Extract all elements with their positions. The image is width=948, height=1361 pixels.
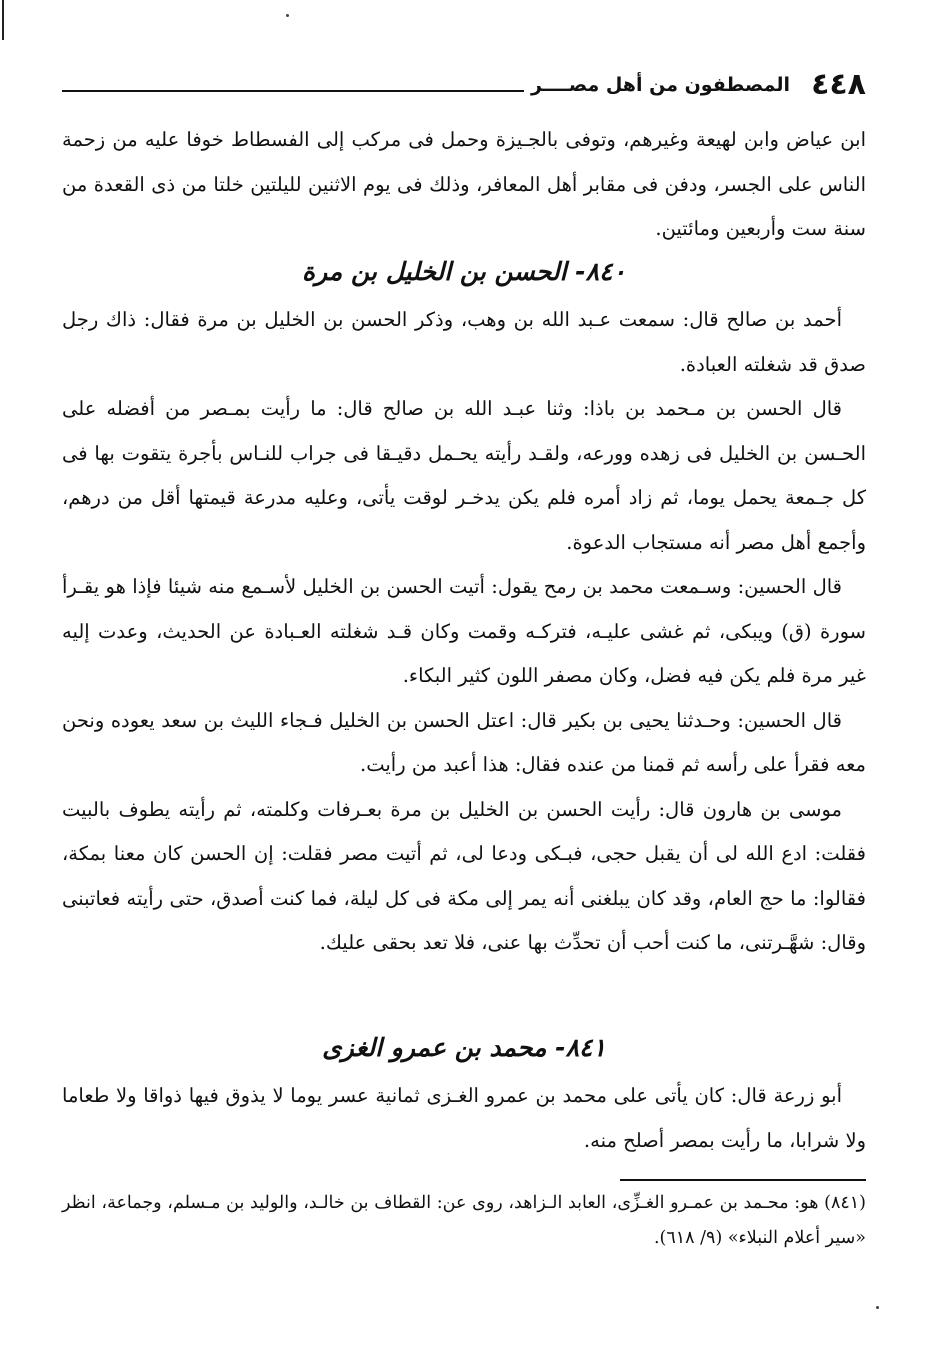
scan-speck xyxy=(286,14,289,17)
page-number: ٤٤٨ xyxy=(811,67,866,102)
entry-840-paragraph: قال الحسن بن مـحمد بن باذا: وثنا عبـد الله بن صالح قال: ما رأيت بمـصر من أفضله على الحـسن بن الخليل فى زهده وورعه، ولقـد رأيته يحـمل دقيـقا فى جراب للنـاس بأجرة يتقوت بها فى كل جـمعة يحمل يوما، ثم زاد أمره فلم يكن يدخـر لوقت يأتى، وعليه مدرعة قيمتها أقل من درهم، وأجمع أهل مصر أنه مستجاب الدعوة. xyxy=(62,397,866,554)
entry-840-body xyxy=(62,298,866,966)
scan-speck xyxy=(876,1306,879,1309)
entry-841-body xyxy=(62,1074,866,1163)
page-header xyxy=(62,66,866,104)
running-title: المصطفون من أهل مصــــر xyxy=(530,74,790,96)
entry-840-paragraph: موسى بن هارون قال: رأيت الحسن بن الخليل بن مرة بعـرفات وكلمته، ثم رأيته يطوف بالبيت فقلت: ادع الله لى أن يقبل حجى، فبـكى ودعا لى، ثم أتيت مصر فقلت: إن الحسن كان معنا بمكة، فقالوا: ما حج العام، وقد كان يبلغنى أنه يمر إلى مكة فى كل ليلة، فما كنت أصدق، حتى رأيته فعاتبنى وقال: شهَّـرتنى، ما كنت أحب أن تحدِّث بها عنى، فلا تعد بحقى عليك. xyxy=(62,797,866,954)
entry-840-paragraph: أحمد بن صالح قال: سمعت عـبد الله بن وهب، وذكر الحسن بن الخليل بن مرة فقال: ذاك رجل صدق قد شغلته العبادة. xyxy=(62,308,866,376)
intro-paragraph: ابن عياض وابن لهيعة وغيرهم، وتوفى بالجـيزة وحمل فى مركب إلى الفسطاط خوفا عليه من زحمة الناس على الجسر، ودفن فى مقابر أهل المعافر، وذلك فى يوم الاثنين لليلتين خلتا من ذى القعدة من سنة ست وأربعين ومائتين. xyxy=(62,128,866,240)
entry-840-paragraph: قال الحسين: وسـمعت محمد بن رمح يقول: أتيت الحسن بن الخليل لأسـمع منه شيئا فإذا هو يقـرأ سورة (ق) ويبكى، ثم غشى عليـه، فتركـه وقمت وكان قـد شغلته العـبادة عن الحديث، وعدت إليه غير مرة فلم يكن فيه فضل، وكان مصفر اللون كثير البكاء. xyxy=(62,575,866,687)
footnote: (٨٤١) هو: محـمد بن عمـرو الغـزِّى، العابد الـزاهد، روى عن: القطاف بن خالـد، والوليد بن مـسلم، وجماعة، انظر «سير أعلام النبلاء» (٩/ ٦١٨). xyxy=(62,1193,866,1248)
scan-edge-line xyxy=(2,0,4,40)
header-rule xyxy=(62,90,524,92)
entry-840-heading: ٨٤٠- الحسن بن الخليل بن مرة xyxy=(302,257,626,286)
entry-841-paragraph: أبو زرعة قال: كان يأتى على محمد بن عمرو الغـزى ثمانية عسر يوما لا يذوق فيها ذواقا ولا طعاما ولا شرابا، ما رأيت بمصر أصلح منه. xyxy=(62,1084,866,1152)
intro-text xyxy=(62,118,866,252)
entry-841-heading: ٨٤١- محمد بن عمرو الغزى xyxy=(322,1033,606,1062)
footnote-rule xyxy=(620,1179,866,1181)
entry-840-paragraph: قال الحسين: وحـدثنا يحيى بن بكير قال: اعتل الحسن بن الخليل فـجاء الليث بن سعد يعوده ونحن معه فقرأ على رأسه ثم قمنا من عنده فقال: هذا أعبد من رأيت. xyxy=(62,708,866,776)
